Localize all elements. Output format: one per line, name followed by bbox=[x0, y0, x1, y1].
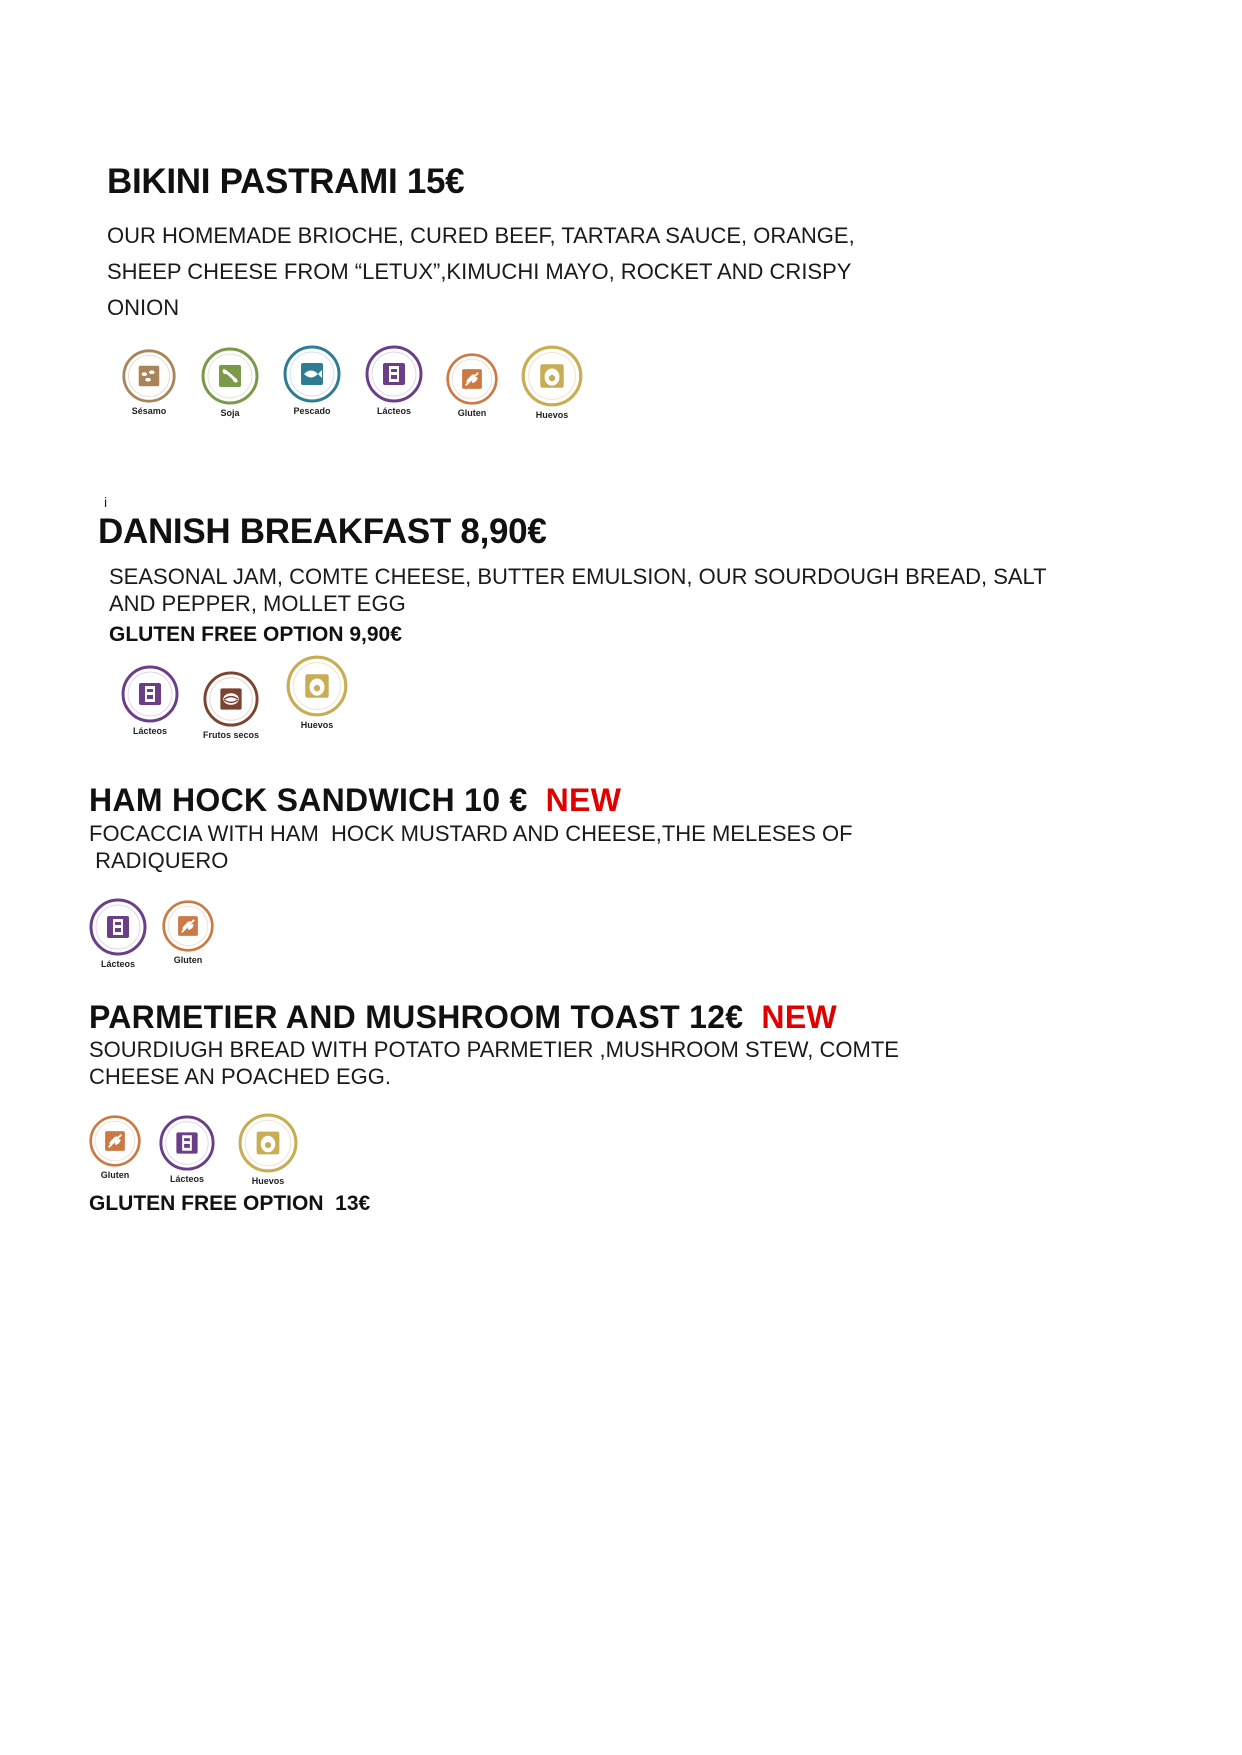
item-description-ham-hock bbox=[89, 820, 853, 874]
allergen-label: Soja bbox=[220, 408, 240, 418]
item-title-parmetier-toast bbox=[89, 999, 837, 1036]
description-line: ONION bbox=[107, 295, 180, 320]
item-description-danish-breakfast bbox=[109, 563, 1047, 617]
new-badge: NEW bbox=[761, 999, 837, 1035]
soy-icon bbox=[200, 346, 260, 406]
description-line: SOURDIUGH BREAD WITH POTATO PARMETIER ,MUSHROOM STEW, COMTE bbox=[89, 1037, 899, 1062]
allergen-label: Lácteos bbox=[100, 959, 135, 969]
dairy-icon bbox=[158, 1114, 216, 1172]
allergen-label: Lácteos bbox=[132, 726, 167, 736]
item-title-bikini-pastrami: BIKINI PASTRAMI 15€ bbox=[107, 162, 465, 201]
allergen-lacteos bbox=[118, 664, 182, 736]
dairy-icon bbox=[120, 664, 180, 724]
allergen-gluten bbox=[86, 1114, 144, 1180]
item-title-danish-breakfast: DANISH BREAKFAST 8,90€ bbox=[98, 512, 547, 551]
wheat-icon bbox=[445, 352, 499, 406]
dairy-icon bbox=[364, 344, 424, 404]
allergen-frutos-secos bbox=[198, 670, 264, 740]
new-badge: NEW bbox=[545, 782, 622, 818]
description-line: FOCACCIA WITH HAM HOCK MUSTARD AND CHEESE,THE MELESES OF bbox=[89, 821, 853, 846]
allergen-pescado bbox=[281, 344, 343, 416]
description-line: AND PEPPER, MOLLET EGG bbox=[109, 591, 406, 616]
allergen-label: Gluten bbox=[457, 408, 487, 418]
description-line: RADIQUERO bbox=[89, 848, 229, 873]
allergen-label: Frutos secos bbox=[202, 730, 260, 740]
dairy-icon bbox=[88, 897, 148, 957]
stray-marker: i bbox=[104, 494, 108, 510]
item-description-bikini-pastrami bbox=[107, 218, 855, 326]
description-line: OUR HOMEMADE BRIOCHE, CURED BEEF, TARTARA SAUCE, ORANGE, bbox=[107, 223, 855, 248]
allergen-lacteos bbox=[363, 344, 425, 416]
description-line: SEASONAL JAM, COMTE CHEESE, BUTTER EMULSION, OUR SOURDOUGH BREAD, SALT bbox=[109, 564, 1047, 589]
allergen-label: Gluten bbox=[173, 955, 203, 965]
fish-icon bbox=[282, 344, 342, 404]
allergen-label: Huevos bbox=[535, 410, 569, 420]
allergen-lacteos bbox=[86, 897, 150, 969]
allergen-lacteos bbox=[156, 1114, 218, 1184]
allergen-huevos bbox=[284, 654, 350, 730]
egg-icon bbox=[520, 344, 584, 408]
description-line: CHEESE AN POACHED EGG. bbox=[89, 1064, 391, 1089]
allergen-huevos bbox=[520, 344, 584, 420]
item-title-text: PARMETIER AND MUSHROOM TOAST 12€ bbox=[89, 999, 744, 1035]
gluten-free-option: GLUTEN FREE OPTION 9,90€ bbox=[109, 623, 402, 646]
allergen-label: Pescado bbox=[293, 406, 331, 416]
allergen-label: Gluten bbox=[100, 1170, 130, 1180]
item-title-text: HAM HOCK SANDWICH 10 € bbox=[89, 782, 528, 818]
allergen-label: Lácteos bbox=[376, 406, 411, 416]
sesame-icon bbox=[121, 348, 177, 404]
allergen-huevos bbox=[236, 1112, 300, 1186]
wheat-icon bbox=[88, 1114, 142, 1168]
allergen-soja bbox=[199, 346, 261, 418]
allergen-label: Sésamo bbox=[131, 406, 167, 416]
item-title-ham-hock-sandwich bbox=[89, 782, 621, 819]
allergen-sesamo bbox=[118, 348, 180, 416]
item-description-parmetier-toast bbox=[89, 1036, 899, 1090]
description-line: SHEEP CHEESE FROM “LETUX”,KIMUCHI MAYO, ROCKET AND CRISPY bbox=[107, 259, 852, 284]
nut-icon bbox=[202, 670, 260, 728]
egg-icon bbox=[285, 654, 349, 718]
allergen-label: Lácteos bbox=[169, 1174, 204, 1184]
allergen-label: Huevos bbox=[251, 1176, 285, 1186]
allergen-label: Huevos bbox=[300, 720, 334, 730]
gluten-free-option: GLUTEN FREE OPTION 13€ bbox=[89, 1192, 371, 1215]
wheat-icon bbox=[161, 899, 215, 953]
allergen-gluten bbox=[441, 352, 503, 418]
allergen-gluten bbox=[158, 899, 218, 965]
egg-icon bbox=[237, 1112, 299, 1174]
